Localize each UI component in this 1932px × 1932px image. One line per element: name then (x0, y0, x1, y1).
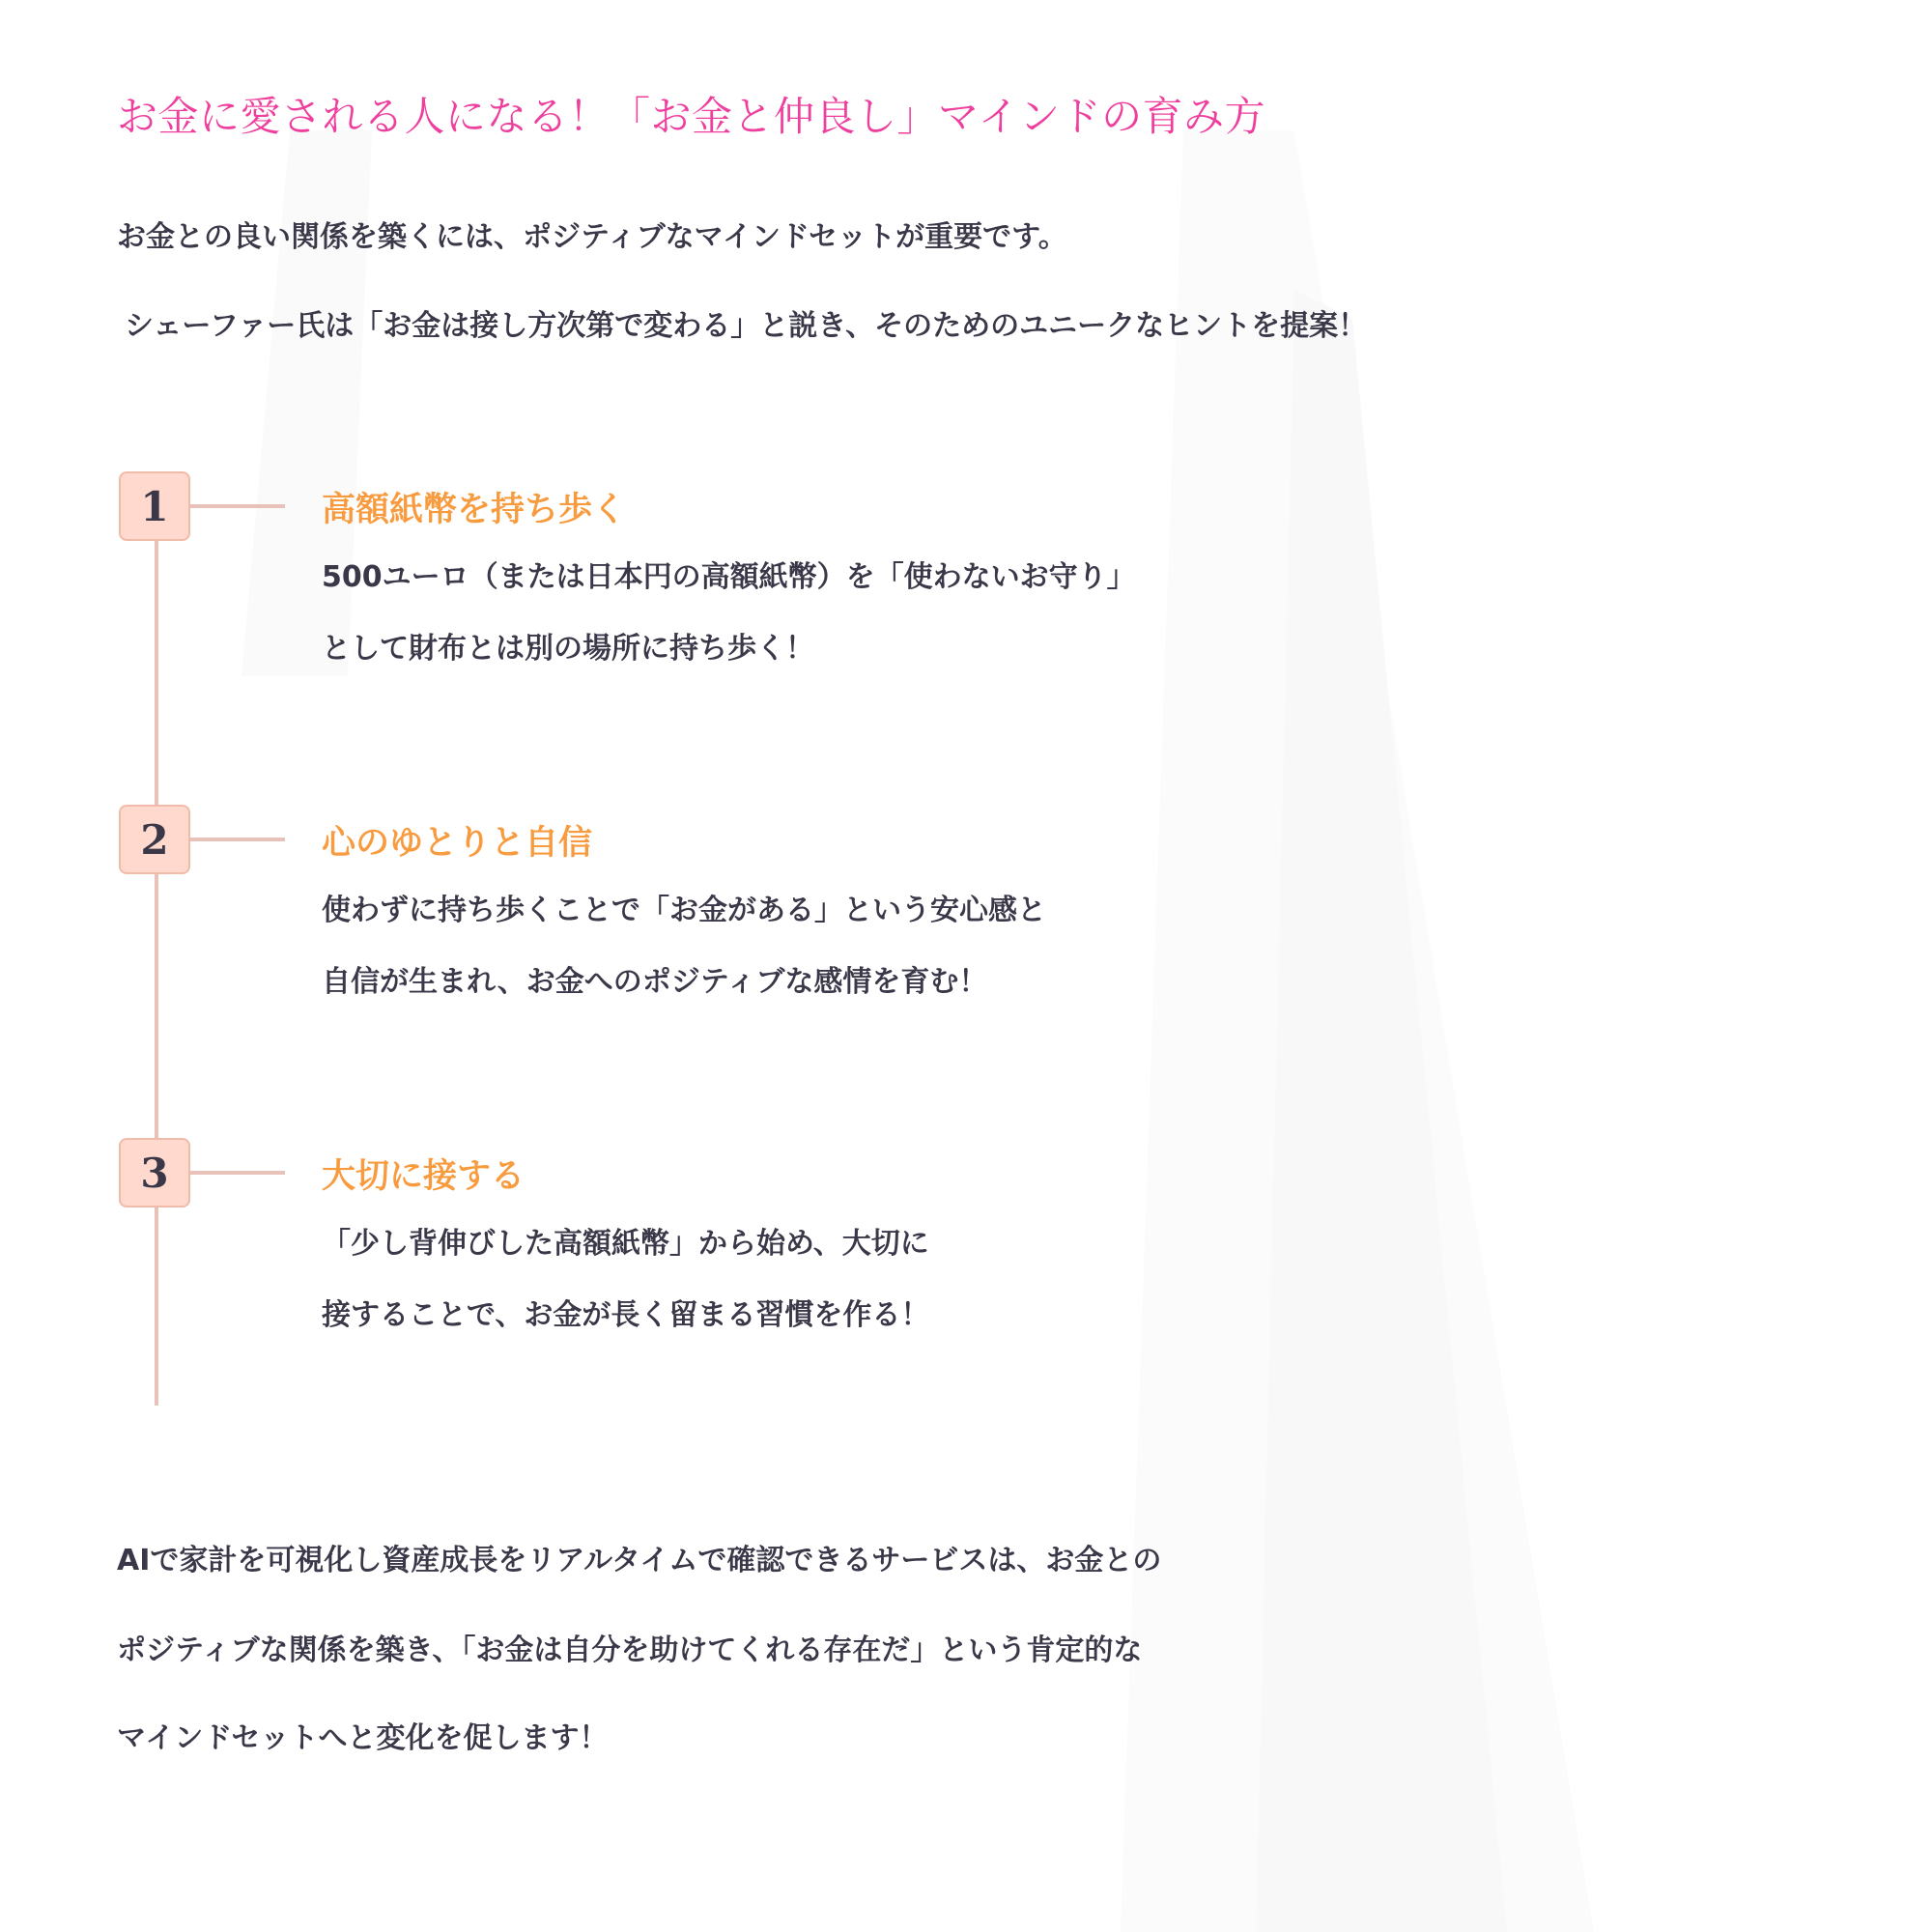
step-connector (190, 838, 285, 841)
step-number-badge: 2 (119, 805, 190, 874)
intro-text: シェーファー氏は「お金は接し方次第で変わる」と説き、そのためのユニークなヒントを提案！ (125, 309, 1368, 343)
page-title: お金に愛される人になる！「お金と仲良し」マインドの育み方 (117, 93, 1266, 140)
summary-text: マインドセットへと変化を促します！ (117, 1721, 609, 1755)
step-connector (190, 504, 285, 508)
step-title: 大切に接する (322, 1157, 526, 1196)
step-description: 「少し背伸びした高額紙幣」から始め、大切に (322, 1227, 929, 1261)
step-description: として財布とは別の場所に持ち歩く！ (322, 632, 814, 666)
intro-text: お金との良い関係を築くには、ポジティブなマインドセットが重要です。 (117, 220, 1067, 254)
step-description: 500ユーロ（または日本円の高額紙幣）を「使わないお守り」 (322, 560, 1136, 594)
step-number-badge: 3 (119, 1138, 190, 1208)
step-description: 接することで、お金が長く留まる習慣を作る！ (322, 1298, 930, 1332)
step-connector (190, 1171, 285, 1175)
step-description: 自信が生まれ、お金へのポジティブな感情を育む！ (322, 965, 988, 999)
step-description: 使わずに持ち歩くことで「お金がある」という安心感と (322, 894, 1046, 927)
summary-text: AIで家計を可視化し資産成長をリアルタイムで確認できるサービスは、お金との (117, 1544, 1162, 1577)
timeline-line (155, 502, 158, 1406)
step-title: 高額紙幣を持ち歩く (322, 491, 627, 529)
step-number-badge: 1 (119, 471, 190, 541)
summary-text: ポジティブな関係を築き、「お金は自分を助けてくれる存在だ」という肯定的な (117, 1634, 1143, 1667)
step-title: 心のゆとりと自信 (322, 824, 593, 863)
